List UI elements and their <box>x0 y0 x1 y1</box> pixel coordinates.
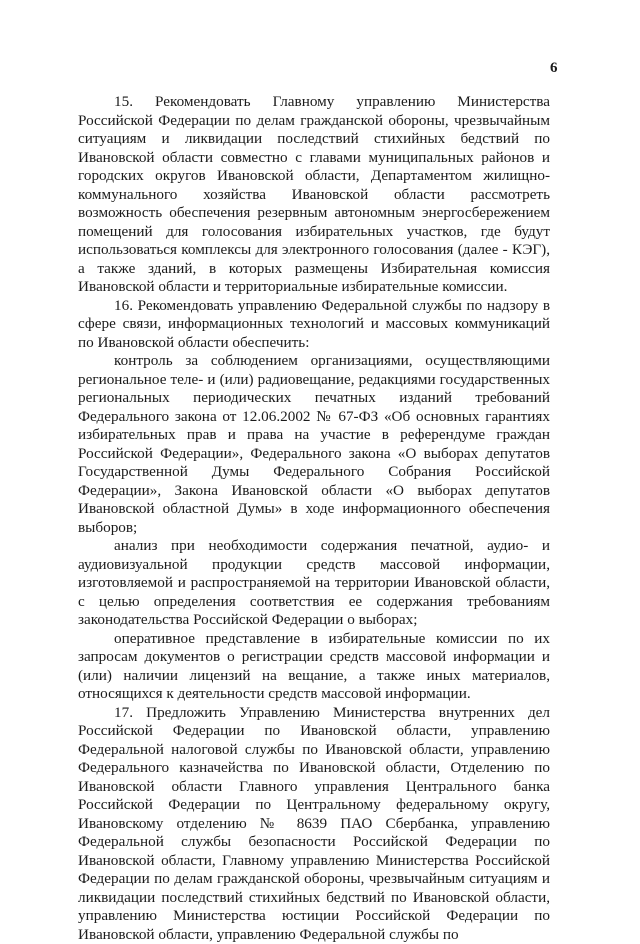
paragraph-16-documents: оперативное представление в избирательные комиссии по их запросам документов о регистрации средств массовой информации и (или) наличии лицензий на вещание, а также иных материалов, относящихся к деятельности средств массовой информации. <box>78 630 550 704</box>
paragraph-16: 16. Рекомендовать управлению Федеральной службы по надзору в сфере связи, информационных технологий и массовых коммуникаций по Ивановской области обеспечить: <box>78 297 550 353</box>
paragraph-16-analysis: анализ при необходимости содержания печатной, аудио- и аудиовизуальной продукции средств массовой информации, изготовляемой и распространяемой на территории Ивановской области, с целью определения соответствия ее содержания требованиям законодательства Российской Федерации о выборах; <box>78 537 550 630</box>
paragraph-17: 17. Предложить Управлению Министерства внутренних дел Российской Федерации по Ивановской области, управлению Федеральной налоговой службы по Ивановской области, управлению Федерального казначейства по Ивановской области, Отделению по Ивановской области Главного управления Центрального банка Российской Федерации по Центральному федеральному округу, Ивановскому отделению № 8639 ПАО Сбербанка, управлению Федеральной службы безопасности Российской Федерации по Ивановской области, Главному управлению Министерства Российской Федерации по делам гражданской обороны, чрезвычайным ситуациям и ликвидации последствий стихийных бедствий по Ивановской области, управлению Министерства юстиции Российской Федерации по Ивановской области, управлению Федеральной службы по <box>78 704 550 944</box>
paragraph-16-control: контроль за соблюдением организациями, осуществляющими региональное теле- и (или) радиовещание, редакциями государственных региональных периодических печатных изданий требований Федерального закона от 12.06.2002 № 67-ФЗ «Об основных гарантиях избирательных прав и права на участие в референдуме граждан Российской Федерации», Федерального закона «О выборах депутатов Государственной Думы Федерального Собрания Российской Федерации», Закона Ивановской области «О выборах депутатов Ивановской областной Думы» в ходе информационного обеспечения выборов; <box>78 352 550 537</box>
document-body <box>78 93 550 944</box>
paragraph-15: 15. Рекомендовать Главному управлению Министерства Российской Федерации по делам гражданской обороны, чрезвычайным ситуациям и ликвидации последствий стихийных бедствий по Ивановской области совместно с главами муниципальных районов и городских округов Ивановской области, Департаментом жилищно-коммунального хозяйства Ивановской области рассмотреть возможность обеспечения резервным автономным энергосбережением помещений для голосования избирательных участков, где будут использоваться комплексы для электронного голосования (далее - КЭГ), а также зданий, в которых размещены Избирательная комиссия Ивановской области и территориальные избирательные комиссии. <box>78 93 550 297</box>
page-number: 6 <box>550 60 558 77</box>
